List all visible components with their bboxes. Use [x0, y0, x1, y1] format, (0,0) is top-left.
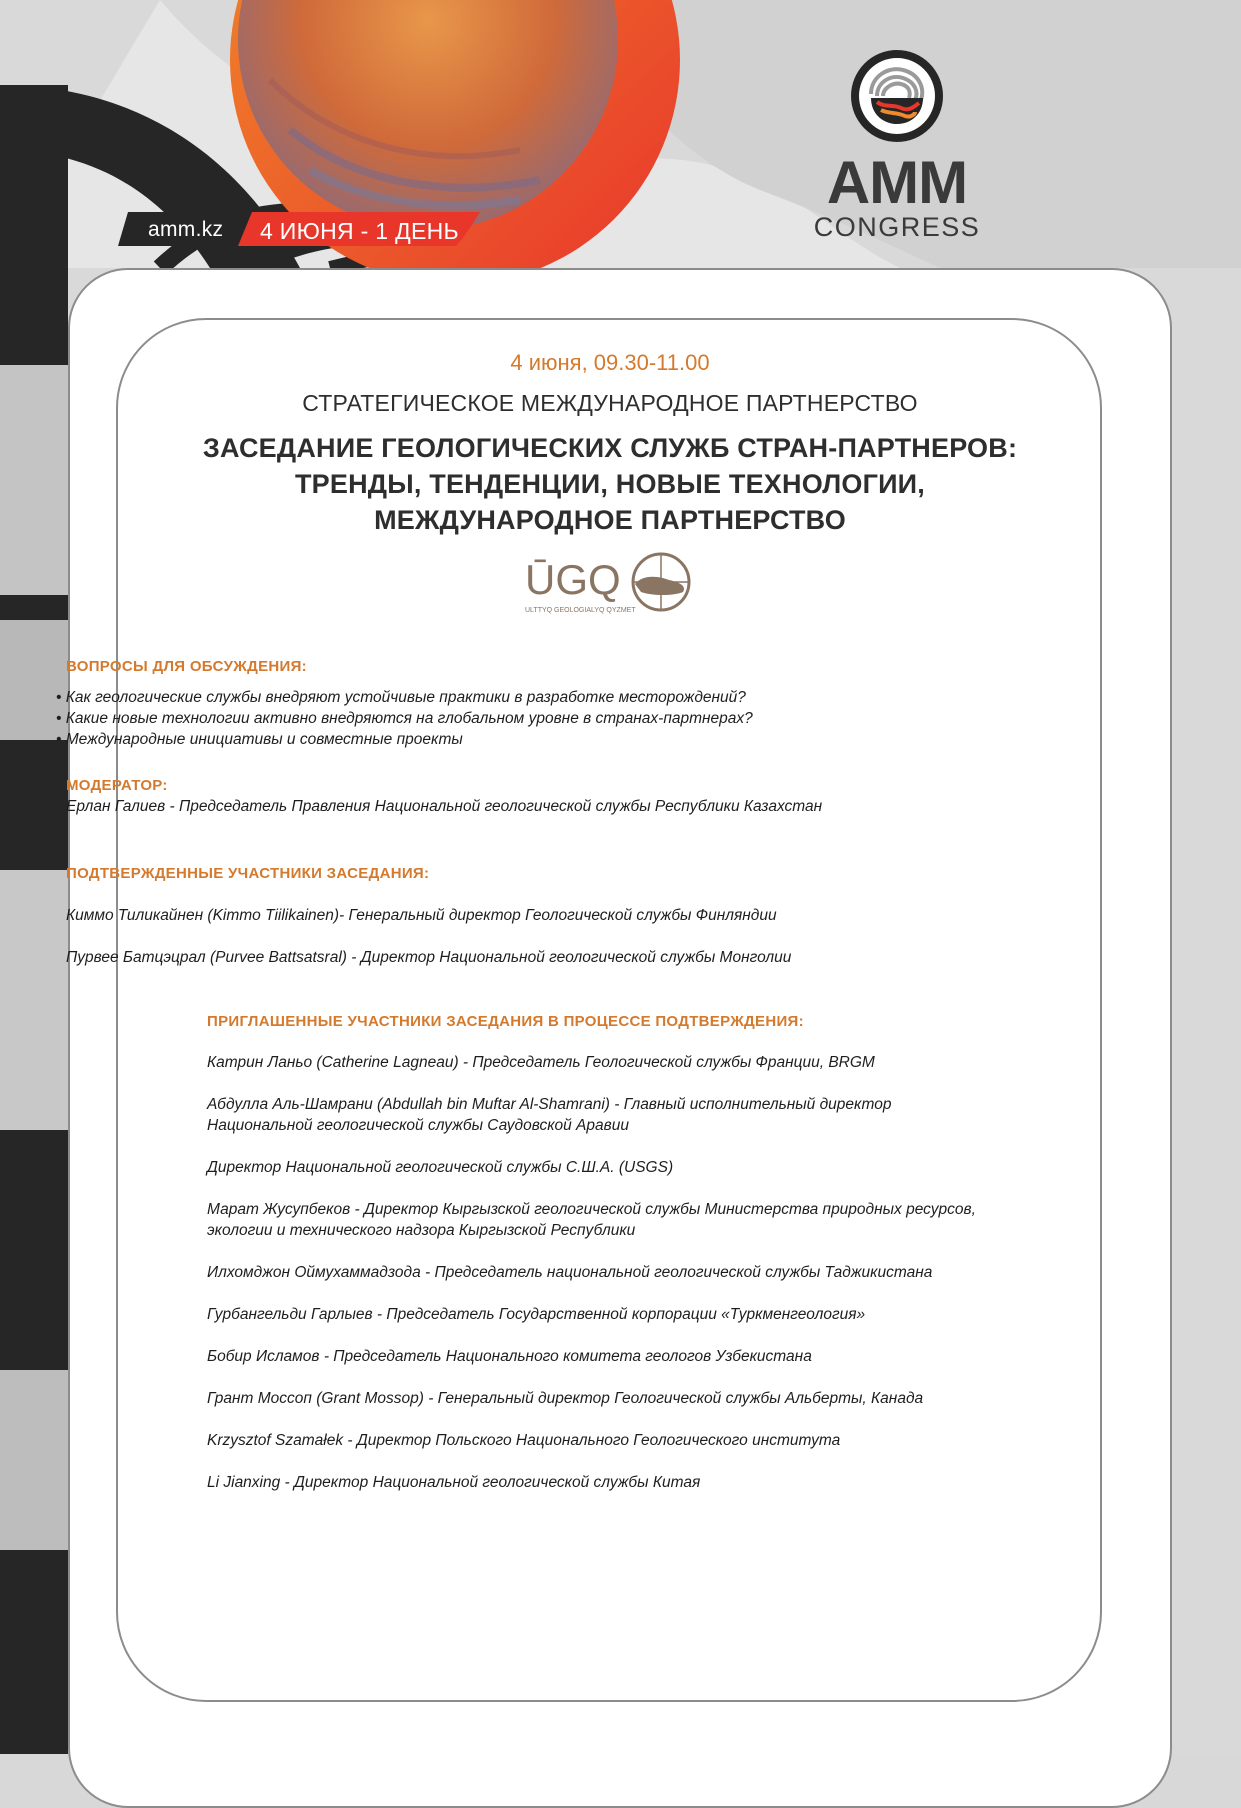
invited-participant: экологии и технического надзора Кыргызской Республики — [207, 1222, 636, 1239]
confirmed-heading: ПОДТВЕРЖДЕННЫЕ УЧАСТНИКИ ЗАСЕДАНИЯ: — [66, 865, 430, 882]
session-category: СТРАТЕГИЧЕСКОЕ МЕЖДУНАРОДНОЕ ПАРТНЕРСТВО — [302, 390, 918, 416]
session-title-line: ЗАСЕДАНИЕ ГЕОЛОГИЧЕСКИХ СЛУЖБ СТРАН-ПАРТНЕРОВ: — [202, 433, 1018, 463]
invited-participant: Национальной геологической службы Саудовской Аравии — [207, 1117, 629, 1134]
invited-participant: Krzysztof Szamałek - Директор Польского Национального Геологического института — [207, 1432, 841, 1449]
questions-heading: ВОПРОСЫ ДЛЯ ОБСУЖДЕНИЯ: — [66, 658, 307, 675]
question-item: • Международные инициативы и совместные проекты — [56, 731, 463, 748]
amm-ring-icon — [849, 48, 945, 144]
invited-participant: Грант Моссоп (Grant Mossop) - Генеральный директор Геологической службы Альберты, Канада — [207, 1390, 924, 1407]
invited-participant: Бобир Исламов - Председатель Национального комитета геологов Узбекистана — [207, 1348, 812, 1365]
confirmed-participant: Пурвее Батцэцрал (Purvee Battsatsral) - Директор Национальной геологической службы Монголии — [66, 949, 792, 966]
session-title-line: ТРЕНДЫ, ТЕНДЕНЦИИ, НОВЫЕ ТЕХНОЛОГИИ, — [294, 469, 925, 499]
session-datetime: 4 июня, 09.30-11.00 — [510, 350, 710, 375]
question-item: • Как геологические службы внедряют устойчивые практики в разработке месторождений? — [56, 689, 746, 706]
ugq-partner-logo — [523, 550, 697, 616]
question-item: • Какие новые технологии активно внедряются на глобальном уровне в странах-партнерах? — [56, 710, 753, 727]
moderator-text: Ерлан Галиев - Председатель Правления Национальной геологической службы Республики Казахстан — [66, 798, 823, 815]
invited-participant: Директор Национальной геологической службы С.Ш.А. (USGS) — [207, 1159, 674, 1176]
invited-participant: Гурбангельди Гарлыев - Председатель Государственной корпорации «Туркменгеология» — [207, 1306, 866, 1323]
confirmed-participant: Киммо Тиликайнен (Kimmo Tiilikainen)- Генеральный директор Геологической службы Финляндии — [66, 907, 777, 924]
amm-congress-logo — [812, 48, 982, 243]
site-tag[interactable]: amm.kz — [148, 218, 224, 241]
invited-participant: Li Jianxing - Директор Национальной геологической службы Китая — [207, 1474, 701, 1491]
invited-participant: Илхомджон Оймухаммадзода - Председатель национальной геологической службы Таджикистана — [207, 1264, 933, 1281]
ugq-wordmark: ŪGQ — [525, 556, 621, 603]
invited-participant: Абдулла Аль-Шамрани (Abdullah bin Muftar Al-Shamrani) - Главный исполнительный директор — [207, 1096, 892, 1113]
program-content — [140, 348, 1080, 616]
invited-participant: Марат Жусупбеков - Директор Кыргызской геологической службы Министерства природных ресурсов, — [207, 1201, 976, 1218]
logo-subtitle: CONGRESS — [813, 212, 981, 242]
session-title — [140, 430, 1080, 538]
logo-word: AMM — [826, 149, 968, 216]
moderator-heading: МОДЕРАТОР: — [66, 777, 168, 794]
invited-participant: Катрин Ланьо (Catherine Lagneau) - Председатель Геологической службы Франции, BRGM — [207, 1054, 875, 1071]
invited-heading: ПРИГЛАШЕННЫЕ УЧАСТНИКИ ЗАСЕДАНИЯ В ПРОЦЕССЕ ПОДТВЕРЖДЕНИЯ: — [207, 1013, 804, 1030]
session-title-line: МЕЖДУНАРОДНОЕ ПАРТНЕРСТВО — [374, 505, 846, 535]
ugq-subtitle: ULTTYQ GEOLOGIALYQ QYZMET — [525, 607, 636, 614]
date-tag: 4 ИЮНЯ - 1 ДЕНЬ — [260, 218, 459, 244]
